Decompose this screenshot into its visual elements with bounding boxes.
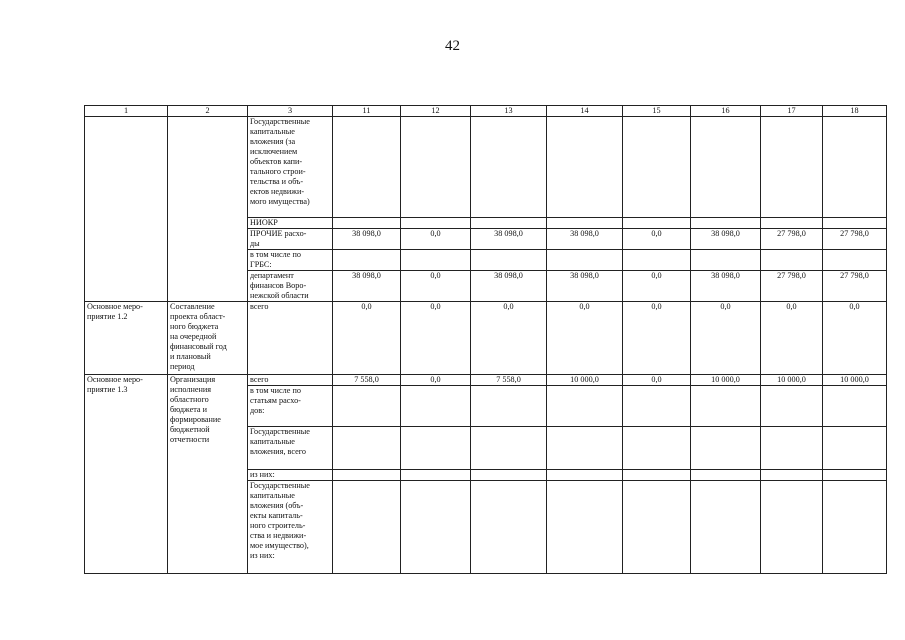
header-cell: 18 xyxy=(823,106,887,117)
value-cell xyxy=(471,250,547,271)
value-cell xyxy=(823,470,887,481)
empty-cell xyxy=(85,117,168,302)
value-cell xyxy=(547,470,623,481)
value-cell xyxy=(471,470,547,481)
value-cell xyxy=(823,427,887,470)
value-cell xyxy=(333,481,401,574)
value-cell xyxy=(471,427,547,470)
value-cell xyxy=(823,218,887,229)
value-cell: 0,0 xyxy=(471,302,547,375)
value-cell xyxy=(761,117,823,218)
value-cell: 27 798,0 xyxy=(761,271,823,302)
header-cell: 12 xyxy=(401,106,471,117)
row-label: всего xyxy=(248,302,333,375)
value-cell xyxy=(547,386,623,427)
value-cell: 10 000,0 xyxy=(823,375,887,386)
header-cell: 17 xyxy=(761,106,823,117)
value-cell xyxy=(401,427,471,470)
table-row xyxy=(85,375,887,386)
value-cell xyxy=(623,386,691,427)
value-cell: 0,0 xyxy=(401,302,471,375)
value-cell xyxy=(823,386,887,427)
value-cell: 0,0 xyxy=(691,302,761,375)
value-cell: 38 098,0 xyxy=(471,229,547,250)
value-cell xyxy=(547,218,623,229)
value-cell xyxy=(823,481,887,574)
value-cell xyxy=(401,481,471,574)
value-cell xyxy=(401,386,471,427)
row-label: департамент финансов Воро- нежской области xyxy=(248,271,333,302)
row-label: в том числе по статьям расхо- дов: xyxy=(248,386,333,427)
header-cell: 3 xyxy=(248,106,333,117)
value-cell: 38 098,0 xyxy=(691,271,761,302)
value-cell xyxy=(691,218,761,229)
value-cell xyxy=(623,470,691,481)
value-cell xyxy=(623,117,691,218)
row-label: в том числе по ГРБС: xyxy=(248,250,333,271)
table-row xyxy=(85,117,887,218)
value-cell: 27 798,0 xyxy=(823,229,887,250)
value-cell xyxy=(761,218,823,229)
value-cell xyxy=(691,470,761,481)
value-cell: 7 558,0 xyxy=(471,375,547,386)
value-cell xyxy=(623,481,691,574)
header-cell: 16 xyxy=(691,106,761,117)
value-cell: 10 000,0 xyxy=(761,375,823,386)
value-cell xyxy=(333,218,401,229)
value-cell xyxy=(401,470,471,481)
header-cell: 11 xyxy=(333,106,401,117)
value-cell: 38 098,0 xyxy=(547,271,623,302)
value-cell: 0,0 xyxy=(623,229,691,250)
value-cell: 0,0 xyxy=(623,271,691,302)
value-cell xyxy=(761,427,823,470)
value-cell xyxy=(691,117,761,218)
value-cell xyxy=(761,470,823,481)
value-cell xyxy=(547,117,623,218)
value-cell: 38 098,0 xyxy=(547,229,623,250)
value-cell: 0,0 xyxy=(401,271,471,302)
value-cell xyxy=(691,481,761,574)
row-label: Государственные капитальные вложения (за исключением объектов капи- тального строи- тельства и объ- ектов недвижи- мого имущества) xyxy=(248,117,333,218)
value-cell xyxy=(547,481,623,574)
value-cell xyxy=(623,427,691,470)
value-cell: 38 098,0 xyxy=(333,229,401,250)
value-cell xyxy=(623,218,691,229)
activity-name: Основное меро- приятие 1.2 xyxy=(85,302,168,375)
header-cell: 1 xyxy=(85,106,168,117)
value-cell xyxy=(823,250,887,271)
value-cell xyxy=(471,218,547,229)
value-cell xyxy=(547,427,623,470)
header-cell: 13 xyxy=(471,106,547,117)
value-cell xyxy=(333,250,401,271)
row-label: всего xyxy=(248,375,333,386)
value-cell: 0,0 xyxy=(333,302,401,375)
value-cell: 38 098,0 xyxy=(471,271,547,302)
value-cell xyxy=(761,481,823,574)
value-cell xyxy=(333,117,401,218)
row-label: НИОКР xyxy=(248,218,333,229)
activity-description: Составление проекта област- ного бюджета на очередной финансовый год и плановый период xyxy=(168,302,248,375)
value-cell xyxy=(333,470,401,481)
value-cell: 7 558,0 xyxy=(333,375,401,386)
value-cell xyxy=(761,386,823,427)
header-cell: 15 xyxy=(623,106,691,117)
value-cell xyxy=(401,117,471,218)
value-cell xyxy=(691,386,761,427)
value-cell: 10 000,0 xyxy=(691,375,761,386)
row-label: Государственные капитальные вложения (объ- екты капиталь- ного строитель- ства и недвижи- мое имущество), из них: xyxy=(248,481,333,574)
value-cell xyxy=(761,250,823,271)
activity-name: Основное меро- приятие 1.3 xyxy=(85,375,168,574)
value-cell: 0,0 xyxy=(547,302,623,375)
value-cell xyxy=(471,117,547,218)
value-cell xyxy=(471,386,547,427)
value-cell xyxy=(691,250,761,271)
value-cell: 0,0 xyxy=(623,302,691,375)
value-cell: 0,0 xyxy=(761,302,823,375)
value-cell: 0,0 xyxy=(401,229,471,250)
value-cell xyxy=(691,427,761,470)
budget-table xyxy=(84,105,887,574)
page-number: 42 xyxy=(445,38,460,54)
value-cell: 38 098,0 xyxy=(333,271,401,302)
value-cell: 27 798,0 xyxy=(761,229,823,250)
value-cell: 10 000,0 xyxy=(547,375,623,386)
value-cell xyxy=(623,250,691,271)
value-cell xyxy=(333,427,401,470)
value-cell xyxy=(823,117,887,218)
activity-description: Организация исполнения областного бюджета и формирование бюджетной отчетности xyxy=(168,375,248,574)
value-cell: 38 098,0 xyxy=(691,229,761,250)
header-cell: 14 xyxy=(547,106,623,117)
value-cell: 0,0 xyxy=(823,302,887,375)
value-cell: 0,0 xyxy=(401,375,471,386)
value-cell: 27 798,0 xyxy=(823,271,887,302)
value-cell xyxy=(547,250,623,271)
value-cell: 0,0 xyxy=(623,375,691,386)
row-label: из них: xyxy=(248,470,333,481)
row-label: ПРОЧИЕ расхо- ды xyxy=(248,229,333,250)
empty-cell xyxy=(168,117,248,302)
row-label: Государственные капитальные вложения, всего xyxy=(248,427,333,470)
value-cell xyxy=(333,386,401,427)
value-cell xyxy=(401,218,471,229)
value-cell xyxy=(471,481,547,574)
table-row xyxy=(85,302,887,375)
header-row xyxy=(85,106,887,117)
header-cell: 2 xyxy=(168,106,248,117)
value-cell xyxy=(401,250,471,271)
